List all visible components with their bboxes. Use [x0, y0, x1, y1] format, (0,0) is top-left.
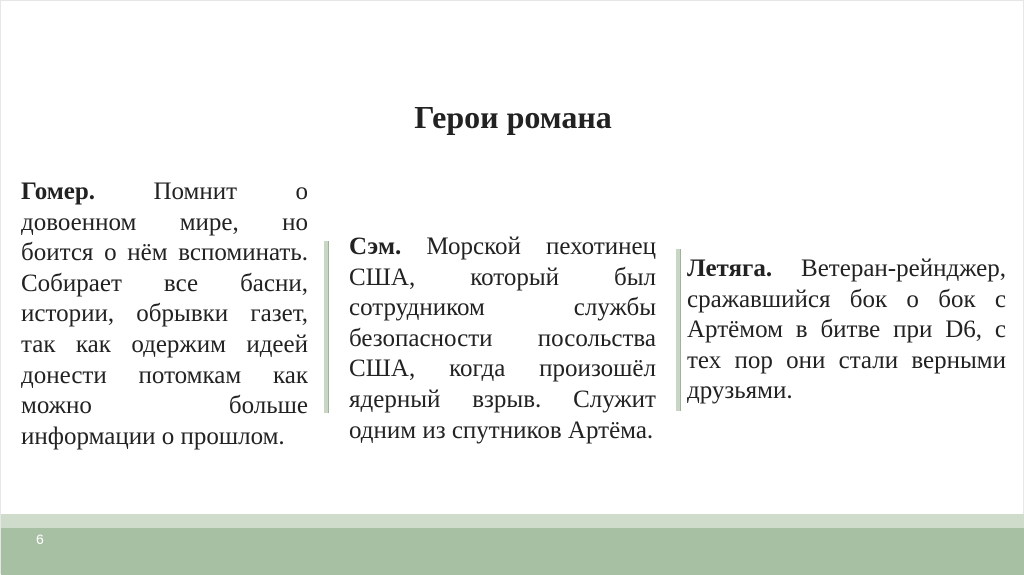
slide-title: Герои романа: [414, 99, 612, 135]
character-name: Сэм.: [349, 233, 402, 260]
character-description: Морской пехотинец США, который был сотрудником службы безопасности посольства США, когда произошёл ядерный взрыв. Служит одним из спутников Артёма.: [349, 233, 656, 444]
column-divider: [324, 241, 329, 413]
character-name: Летяга.: [687, 255, 773, 282]
character-name: Гомер.: [21, 178, 96, 205]
character-description: Помнит о довоенном мире, но боится о нём вспоминать. Собирает все басни, истории, обрывки газет, так как одержим идеей донести потомкам как можно больше информации о прошлом.: [21, 178, 308, 450]
page-number: 6: [36, 531, 44, 547]
footer-band-light: [1, 514, 1024, 528]
footer-band: [1, 528, 1024, 575]
character-column-homer: [21, 177, 308, 452]
character-column-letyaga: [687, 254, 1006, 407]
column-divider: [676, 249, 681, 411]
character-description: Ветеран-рейнджер, сражавшийся бок о бок с Артёмом в битве при D6, с тех пор они стали верными друзьями.: [687, 255, 1006, 405]
character-column-sam: [349, 232, 656, 446]
